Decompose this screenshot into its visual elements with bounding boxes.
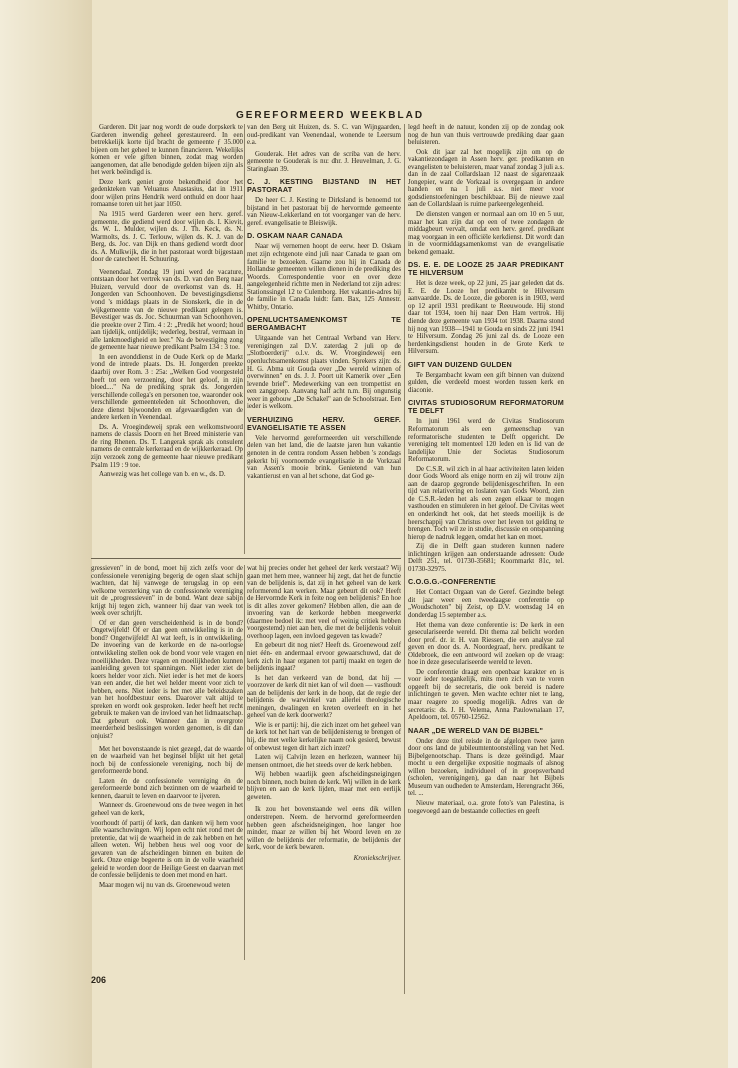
article-column-2	[247, 124, 401, 482]
column-divider	[244, 124, 245, 554]
article-column-1	[91, 124, 243, 481]
article-column-5	[247, 565, 401, 862]
section-heading: OPENLUCHTSAMENKOMST TE BERGAMBACHT	[247, 315, 401, 333]
paragraph: Aanwezig was het college van b. en w., ds. D.	[99, 471, 226, 479]
section-heading: DS. E. E. DE LOOZE 25 JAAR PREDIKANT TE HILVERSUM	[408, 260, 564, 278]
paragraph: Ds. A. Vroegindeweij sprak een welkomstwoord namens de classis Doorn en het Breed ministerie van de ring Rhenen. Ds. T. Langerak sprak als consulent namens de centrale kerkeraad en de wijkkerkeraad. Op zijn verzoek zong de gemeente haar nieuwe predikant Psalm 119 : 9 toe.	[91, 423, 243, 469]
paragraph: Of er dan geen verscheidenheid is in de bond? Ongetwijfeld! Of er dan geen ontwikkeling is in de bond? Ongetwijfeld! Al wat leeft, is in ontwikkeling. De invoering van de kerkorde en de na-oorlogse ontwikkeling stellen ook de bond voor vele vragen en moeilijkheden. Deze vragen en moeilijkheden kunnen aanleiding geven tot spanningen. Niet ieder ziet de koers helder voor zich. Niet ieder is het met de koers van een ander, die het wel helder meent voor zich te hebben, eens. Niet ieder is het met alle beleidszaken van het hoofdbestuur eens. Daarover valt altijd te spreken en wordt ook gesproken. Ieder heeft het recht gebruik te maken van de invloed van het lidmaatschap. Dat gebeurt ook. Wanneer dan in overgrote meerderheid beslissingen worden genomen, is dit dan onjuist?	[91, 619, 243, 741]
paragraph: Nieuw materiaal, o.a. grote foto's van Palestina, is toegevoegd aan de bestaande collecties en geeft	[408, 800, 564, 815]
paragraph: De C.S.R. wil zich in al haar activiteiten laten leiden door Gods Woord als enige norm en zij wil trouw zijn aan de daarop gegronde belijdenisgeschriften. In een tijd van relativering en loslaten van Gods Woord, zien de C.S.R.-leden het als een zegen elkaar te mogen vasthouden en stimuleren in het geloof. De Civitas weet en onderkindt het ook, dat het steeds moeilijk is de heerschappij van Christus over het leven tot gelding te brengen. Toch wil ze in studie, discussie en ontspanning hierop de nadruk leggen, omdat het kan en moet.	[408, 465, 564, 541]
paragraph: De diensten vangen er normaal aan om 10 en 5 uur, maar het kan zijn dat op een of twee zondagen de middagbeurt vervalt, omdat een herv. geref. predikant mag voorgaan in een officiële kerkdienst. Dit wordt dan in de voormiddagsamenkomst van de evangelisatie bekend gemaakt.	[408, 211, 564, 256]
section-heading: CIVITAS STUDIOSORUM REFORMATORUM TE DELFT	[408, 398, 564, 416]
paragraph: Is het dan verkeerd van de bond, dat hij — voorzover de kerk dit niet kan of wil doen — vasthoudt aan de belijdenis der kerk in de hoop, dat de regie der belijdenis de warwinkel van allerlei theologische meningen, dwalingen en kreten overleeft en in het geheel van de kerk doorwerkt?	[247, 674, 401, 720]
paragraph: Zij die in Delft gaan studeren kunnen nadere inlichtingen krijgen aan onderstaande adressen: Oude Delft 251, tel. 01730-35681; Koornmarkt 81c, tel. 01730-32975.	[408, 543, 564, 573]
article-column-3	[408, 124, 564, 817]
paragraph: Naar wij vernemen hoopt de eerw. heer D. Oskam met zijn echtgenote eind juli naar Canada te gaan om familie te bezoeken. Gaarne zou hij in Canada de Hollandse gemeenten willen dienen in de prediking des Woords. Correspondentie voor en over deze aangelegenheid richtte men in Nederland tot zijn adres: Stationssingel 12 te Culemborg. Het vakantie-adres bij de familie in Canada luidt: fam. Bax, 125 Annestr. Whitby, Ontario.	[247, 243, 401, 311]
page-number: 206	[91, 975, 107, 985]
paragraph: Te Bergambacht kwam een gift binnen van duizend gulden, die verdeeld moest worden tussen kerk en diaconie.	[408, 371, 564, 394]
paragraph: Het Contact Orgaan van de Geref. Gezindte belegt dit jaar weer een tweedaagse conferentie op „Woudschoten" bij Zeist, op D.V. woensdag 14 en donderdag 15 september a.s.	[408, 589, 564, 619]
page-header: GEREFORMEERD WEEKBLAD	[235, 110, 425, 121]
paragraph: Veenendaal. Zondag 19 juni werd de vacature, ontstaan door het vertrek van ds. D. van den Berg naar Huizen, vervuld door de overkomst van ds. H. Jongerden van Schoonhoven. De bevestigingsdienst vond 's middags plaats in de Sionskerk, die in de wijkgemeente van de nieuwe predikant gelegen is. Bevestiger was ds. Joc. Schuurman van Schoonhoven, die preekte over 2 Tim. 4 : 2: „Predik het woord; houd aan tijdelijk, ontijdelijk; wederleg, bestraf, vermaan in alle lankmoedigheid en leer." Na de bevestiging zong de gemeente haar nieuwe predikant Psalm 134 : 3 toe.	[91, 268, 243, 352]
paragraph: Gouderak. Het adres van de scriba van de herv. gemeente te Gouderak is nu: dhr. J. Heuvelman, J. G. Staringlaan 39.	[247, 150, 401, 173]
paragraph: gressieven" in de bond, moet hij zich zelfs voor de confessionele vereniging begerig de ogen slaat schijn wachten, dat hij vanwege de terugslag in op een welkome versterking van de confessionele vereniging uit de „progressieven" in de bond. Want deze sabijn krijgt hij tegen zich, wanneer hij daar van week tot week over schrijft.	[91, 565, 243, 618]
paragraph: Onder deze titel reisde in de afgelopen twee jaren door ons land de jubileumtentoonstelling van het Ned. Bijbelgenootschap. Thans is deze geëindigd. Maar mocht u een dergelijke expositie nogmaals of alsnog willen bezoeken, individueel of in groepsverband (scholen, verenigingen), ga dan naar het Bijbels Museum van oudheden te Amsterdam, Herengracht 366, tel. ...	[408, 737, 564, 798]
paragraph: In een avonddienst in de Oude Kerk op de Markt vond de intrede plaats. Ds. H. Jongerden preekte daarbij over Rom. 3 : 25a: „Welken God voorgesteld heeft tot een verzoening, door het geloof, in zijn bloed...." Na de prediking sprak ds. Jongerden verschillende collega's en personen toe, waaronder ook verschillende gemeenteleden uit Schoonhoven, die deze dienst bijwoonden en afgevaardigden van de andere kerken in Veenendaal.	[91, 353, 243, 422]
paragraph: Wanneer ds. Groenewoud ons de twee wegen in het geheel van de kerk,	[91, 802, 243, 817]
paragraph: Ik zou het bovenstaande wel eens dik willen onderstrepen. Neem. de hervormd gereformeerden hebben geen afscheidsneigingen, hoe langer hoe minder, maar ze willen bij het Woord leven en ze willen de belijdenis der reformatie, de belijdenis der kerk, voor de kerk bewaren.	[247, 806, 401, 852]
paragraph: Uitgaande van het Centraal Verband van Herv. verenigingen zal D.V. zaterdag 2 juli op de „Slotboerderij" o.l.v. ds. W. Vroegindeweij een openluchtsamenkomst plaats vinden. Sprekers zijn: ds. H. G. Abma uit Gouda over „De wereld winnen of overwinnen" en ds. J. J. Poort uit Kamerik over „Een levende brief". Medewerking van een trompettist en een zanggroep. Aanvang half acht n.m. Bij ongunstig weer in gebouw „De Schakel" aan de Schoolstraat. Een ieder is welkom.	[247, 335, 401, 411]
paragraph: Vele hervormd gereformeerden uit verschillende delen van het land, die de laatste jaren hun vakantie genoten in de centra rondom Assen hebben 's zondags gekerkt bij voornoemde evangelisatie in de Vorkzaal van Assen's mooie brink. Genietend van hun vakantierust en van al het schone, dat God ge-	[247, 434, 401, 480]
paragraph: De heer C. J. Kesting te Dirksland is benoemd tot bijstand in het pastoraat bij de hervormde gemeente van Nieuw-Lekkerland en tot voorganger van de herv. geref. evangelisatie te Bleiswijk.	[247, 197, 401, 227]
paragraph: voorhoudt óf partij óf kerk, dan danken wij hem voor alle waarschuwingen. Wij lopen echt niet rond met de pretentie, dat wij de waarheid in de zak hebben en het alleen weten. Wij hebben heus wel oog voor de gevaren van de afscheidingen binnen en buiten de kerk. Onze enige begeerte is om in de volle waarheid geleid te worden door de Heilige Geest en daarvan met de confessie belijdenis te doen met mond en hart.	[91, 819, 243, 880]
paragraph: wat hij precies onder het geheel der kerk verstaat? Wij gaan met hem mee, wanneer hij zegt, dat het de functie van de belijdenis is, dat zij in het geheel van de kerk reformerend kan werken. Maar gebeurt dit ook? Heeft de Hervormde Kerk in feite nog een belijdenis? En hoe is dit alles zover gekomen? Hebben allen, die aan de invoering van de kerkorde hebben meegewerkt (daarmee bedoel ik: met veel of weinig critiek hebben voorgestemd) niet aan hen, die met de belijdenis voluit overhoop lagen, een invloed gegeven tas kwade?	[247, 565, 401, 640]
paragraph: In juni 1961 werd de Civitas Studiosorum Reformatorum als een gemeenschap van reformatorische studenten te Delft opgericht. De vereniging telt momenteel 120 leden en is lid van de landelijke Unie der Societas Studiosorum Reformatorum.	[408, 418, 564, 464]
paragraph: Wij hebben waarlijk geen afscheidingsneigingen noch binnen, noch buiten de kerk. Wij willen in de kerk blijven en aan de kerk lijden, maar met een eerlijk geweten.	[247, 771, 401, 801]
section-heading: VERHUIZING HERV. GEREF. EVANGELISATIE TE ASSEN	[247, 414, 401, 432]
section-divider	[91, 558, 401, 559]
page-margin-shadow	[0, 0, 92, 1068]
paragraph: Deze kerk geniet grote bekendheid door het gedenkteken van Veluanus Anastasius, dat in 1911 door wijlen prins Hendrik werd onthuld en door haar romaanse toren uit het jaar 1050.	[91, 178, 243, 209]
column-divider	[404, 124, 405, 994]
paragraph: Ook dit jaar zal het mogelijk zijn om op de vakantiezondagen in Assen herv. ger. predikanten en evangelisten te beluisteren, maar vanaf zondag 3 juli a.s. dan in de zaal Collardslaan 12 naast de sigarenzaak Jongepier, want de Vorkzaal is overgegaan in andere handen en na 1 juli a.s. niet meer voor godsdienstoefeningen beschikbaar. Bij de nieuwe zaal aan de Collardslaan is ruime parkeergelegenheid.	[408, 148, 564, 209]
paragraph: De conferentie draagt een openbaar karakter en is voor ieder toegankelijk, mits men zich van te voren opgeeft bij de secretaris, die ook bereid is nadere inlichtingen te geven. Men wachte echter niet te lang, maar reagere zo spoedig mogelijk. Adres van de secretaris: ds. J. H. Velema, Anna Paulownalaan 17, Apeldoorn, tel. 05760-12562.	[408, 668, 564, 722]
section-heading: D. OSKAM NAAR CANADA	[247, 231, 343, 241]
paragraph: Garderen. Dit jaar nog wordt de oude dorpskerk te Garderen inwendig geheel gerestaureerd. In een betrekkelijk korte tijd bracht de gemeente ƒ 35.000 bijeen om het geheel te kunnen financieren. Wekelijks komen er vele giften binnen, zodat mag worden aangenomen, dat alle benodigde gelden bijeen zijn als het werk beëindigd is.	[91, 124, 243, 177]
section-heading: C. J. KESTING BIJSTAND IN HET PASTORAAT	[247, 177, 401, 195]
section-heading: C.O.G.G.-CONFERENTIE	[408, 577, 496, 587]
scan-edge	[728, 0, 738, 1068]
paragraph: Wie is er partij: hij, die zich inzet om het geheel van de kerk tot het hart van de belijdenisterug te brengen of hij, die met welke kerkelijke naam ook gesierd, bewust of onbewust tegen dit hart zich inzet?	[247, 721, 401, 752]
section-heading: GIFT VAN DUIZEND GULDEN	[408, 359, 512, 369]
column-divider	[244, 565, 245, 960]
paragraph: Laten én de confessionele vereniging én de gereformeerde bond zich bezinnen om de waarheid te kennen, daaruit te leven en daarvoor te ijveren.	[91, 777, 243, 800]
paragraph: Het is deze week, op 22 juni, 25 jaar geleden dat ds. E. E. de Looze het predikambt te Hilversum aanvaardde. Ds. de Looze, die geboren is in 1903, werd op 12 april 1931 predikant te Reeuwoude. Hij stond daar tot 1934, toen hij naar Den Ham vertrok. Hij diende deze gemeente van 1934 tot 1938. Daarna stond hij nog van 1938—1941 te Gouda en sinds 22 juni 1941 te Hilversum. Zondag 26 juni zal ds. de Looze een herdenkingsdienst houden in de Grote Kerk te Hilversum.	[408, 280, 564, 356]
section-heading: NAAR „DE WERELD VAN DE BIJBEL"	[408, 725, 544, 735]
paragraph: Met het bovenstaande is niet gezegd, dat de waarde en de waarheid van het beginsel blijkt uit het getal noch bij de confessionele vereniging, noch bij de gereformeerde bond.	[91, 745, 243, 776]
paragraph: En gebeurt dit nog niet? Heeft ds. Groenewoud zelf niet één- en andermaal ervoor gewaarschuwd, dat de kerk zich in haar organen tot partij maakt en tegen de belijdenis ingaat?	[247, 642, 401, 673]
paragraph: legd heeft in de natuur, konden zij op de zondag ook nog de hun van thuis vertrouwde prediking daar gaan beluisteren.	[408, 124, 564, 147]
paragraph: Maar mogen wij nu van ds. Groenewoud weten	[99, 881, 230, 889]
author-signature: Kroniekschrijver.	[353, 854, 401, 862]
paragraph: Na 1915 werd Garderen weer een herv. geref. gemeente, die gediend werd door wijlen ds. I. Kievit, ds. W. L. Mulder, wijlen ds. J. Th. Keck, ds. N. Warmolts, ds. J. C. Terlouw, wijlen ds. K. J. van de Berg, ds. Joc. van Dijk en thans gediend wordt door ds. A. Mulkwijk, die in het pastoraat wordt bijgestaan door de catecheet H. Schuuring.	[91, 211, 243, 264]
paragraph: Laten wij Calvijn lezen en herlezen, wanneer hij mensen ontmoet, die het steeds over de kerk hebben.	[247, 754, 401, 769]
paragraph: van den Berg uit Huizen, ds. S. C. van Wijngaarden, oud-predikant van Veenendaal, wonende te Leersum e.a.	[247, 124, 401, 147]
paragraph: Het thema van deze conferentie is: De kerk in een geseculariseerde wereld. Dit thema zal belicht worden door prof. dr. ir. H. van Riessen, die een analyse zal geven en door ds. A. Noordegraaf, herv. predikant te Oldebroek, die een antwoord wil zoeken op de vraag: hoe in deze geseculariseerde wereld te leven.	[408, 621, 564, 667]
article-column-4	[91, 565, 243, 891]
